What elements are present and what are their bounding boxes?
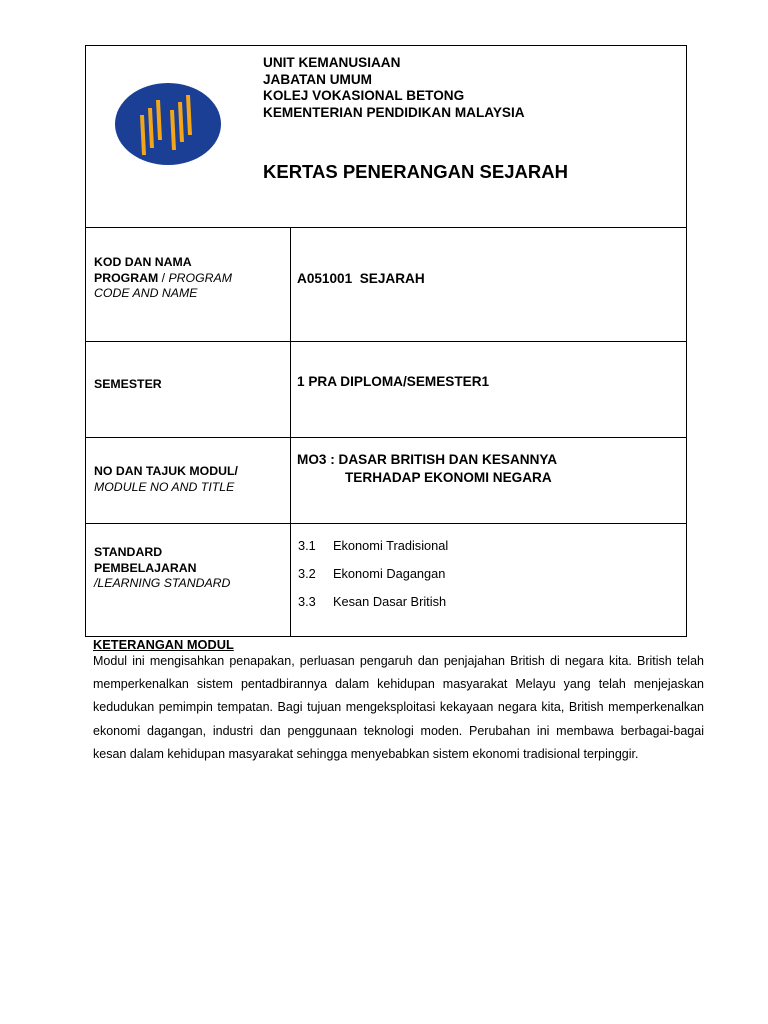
semester-value: 1 PRA DIPLOMA/SEMESTER1	[297, 374, 490, 389]
row-learning-standard	[86, 524, 686, 636]
module-value-line-2: TERHADAP EKONOMI NEGARA	[345, 469, 552, 485]
module-description-paragraph: Modul ini mengisahkan penapakan, perluasan pengaruh dan penjajahan British di negara kita. British telah memperkenalkan sistem pentadbirannya dalam kehidupan masyarakat Melayu yang telah menjejaskan kedudukan pemimpin tempatan. Bagi tujuan mengeksploitasi kekayaan negara kita, British memperkenalkan ekonomi dagangan, industri dan penggunaan teknologi moden. Perubahan ini membawa berbagai-bagai kesan dalam kehidupan masyarakat sehingga menyebabkan sistem ekonomi tradisional terpinggir.	[93, 654, 704, 761]
row-program	[86, 228, 686, 342]
module-description-heading: KETERANGAN MODUL	[93, 637, 234, 652]
standard-label	[94, 545, 230, 592]
program-label-bold-2: PROGRAM	[94, 270, 159, 285]
row-semester	[86, 342, 686, 438]
module-label-bold: NO DAN TAJUK MODUL/	[94, 464, 238, 478]
semester-label-bold: SEMESTER	[94, 377, 162, 391]
org-line-college: KOLEJ VOKASIONAL BETONG	[263, 88, 465, 103]
list-item-text: Kesan Dasar British	[333, 594, 447, 609]
org-line-department: JABATAN UMUM	[263, 71, 372, 87]
org-line-ministry: KEMENTERIAN PENDIDIKAN MALAYSIA	[263, 104, 525, 120]
kpm-logo-icon	[114, 82, 222, 166]
row-module	[86, 438, 686, 524]
list-item-text: Ekonomi Dagangan	[333, 566, 446, 581]
document-title: KERTAS PENERANGAN SEJARAH	[263, 161, 568, 182]
list-item-number: 3.2	[298, 566, 316, 581]
module-value	[297, 451, 557, 486]
list-item	[298, 566, 448, 594]
org-line-unit: UNIT KEMANUSIAAN	[263, 55, 401, 70]
program-label-italic-1: PROGRAM	[168, 270, 233, 285]
header-row	[86, 46, 686, 228]
program-label-italic-2: CODE AND NAME	[94, 286, 198, 300]
module-info-table	[85, 45, 687, 637]
standard-label-bold-2: PEMBELAJARAN	[94, 560, 197, 575]
module-label-italic: MODULE NO AND TITLE	[94, 479, 235, 494]
program-label	[94, 255, 232, 302]
list-item-number: 3.3	[298, 594, 316, 609]
module-label	[94, 464, 238, 495]
learning-standard-list	[298, 538, 448, 622]
list-item-number: 3.1	[298, 538, 316, 553]
standard-label-bold-1: STANDARD	[94, 545, 163, 559]
list-item	[298, 594, 448, 622]
list-item-text: Ekonomi Tradisional	[333, 538, 449, 553]
standard-label-italic: /LEARNING STANDARD	[94, 576, 231, 590]
program-value: A051001 SEJARAH	[297, 271, 425, 286]
semester-label	[94, 377, 162, 393]
program-label-separator: /	[158, 270, 169, 285]
list-item	[298, 538, 448, 566]
program-label-bold-1: KOD DAN NAMA	[94, 255, 192, 269]
organization-lines	[263, 55, 525, 121]
module-value-line-1: MO3 : DASAR BRITISH DAN KESANNYA	[297, 452, 558, 467]
